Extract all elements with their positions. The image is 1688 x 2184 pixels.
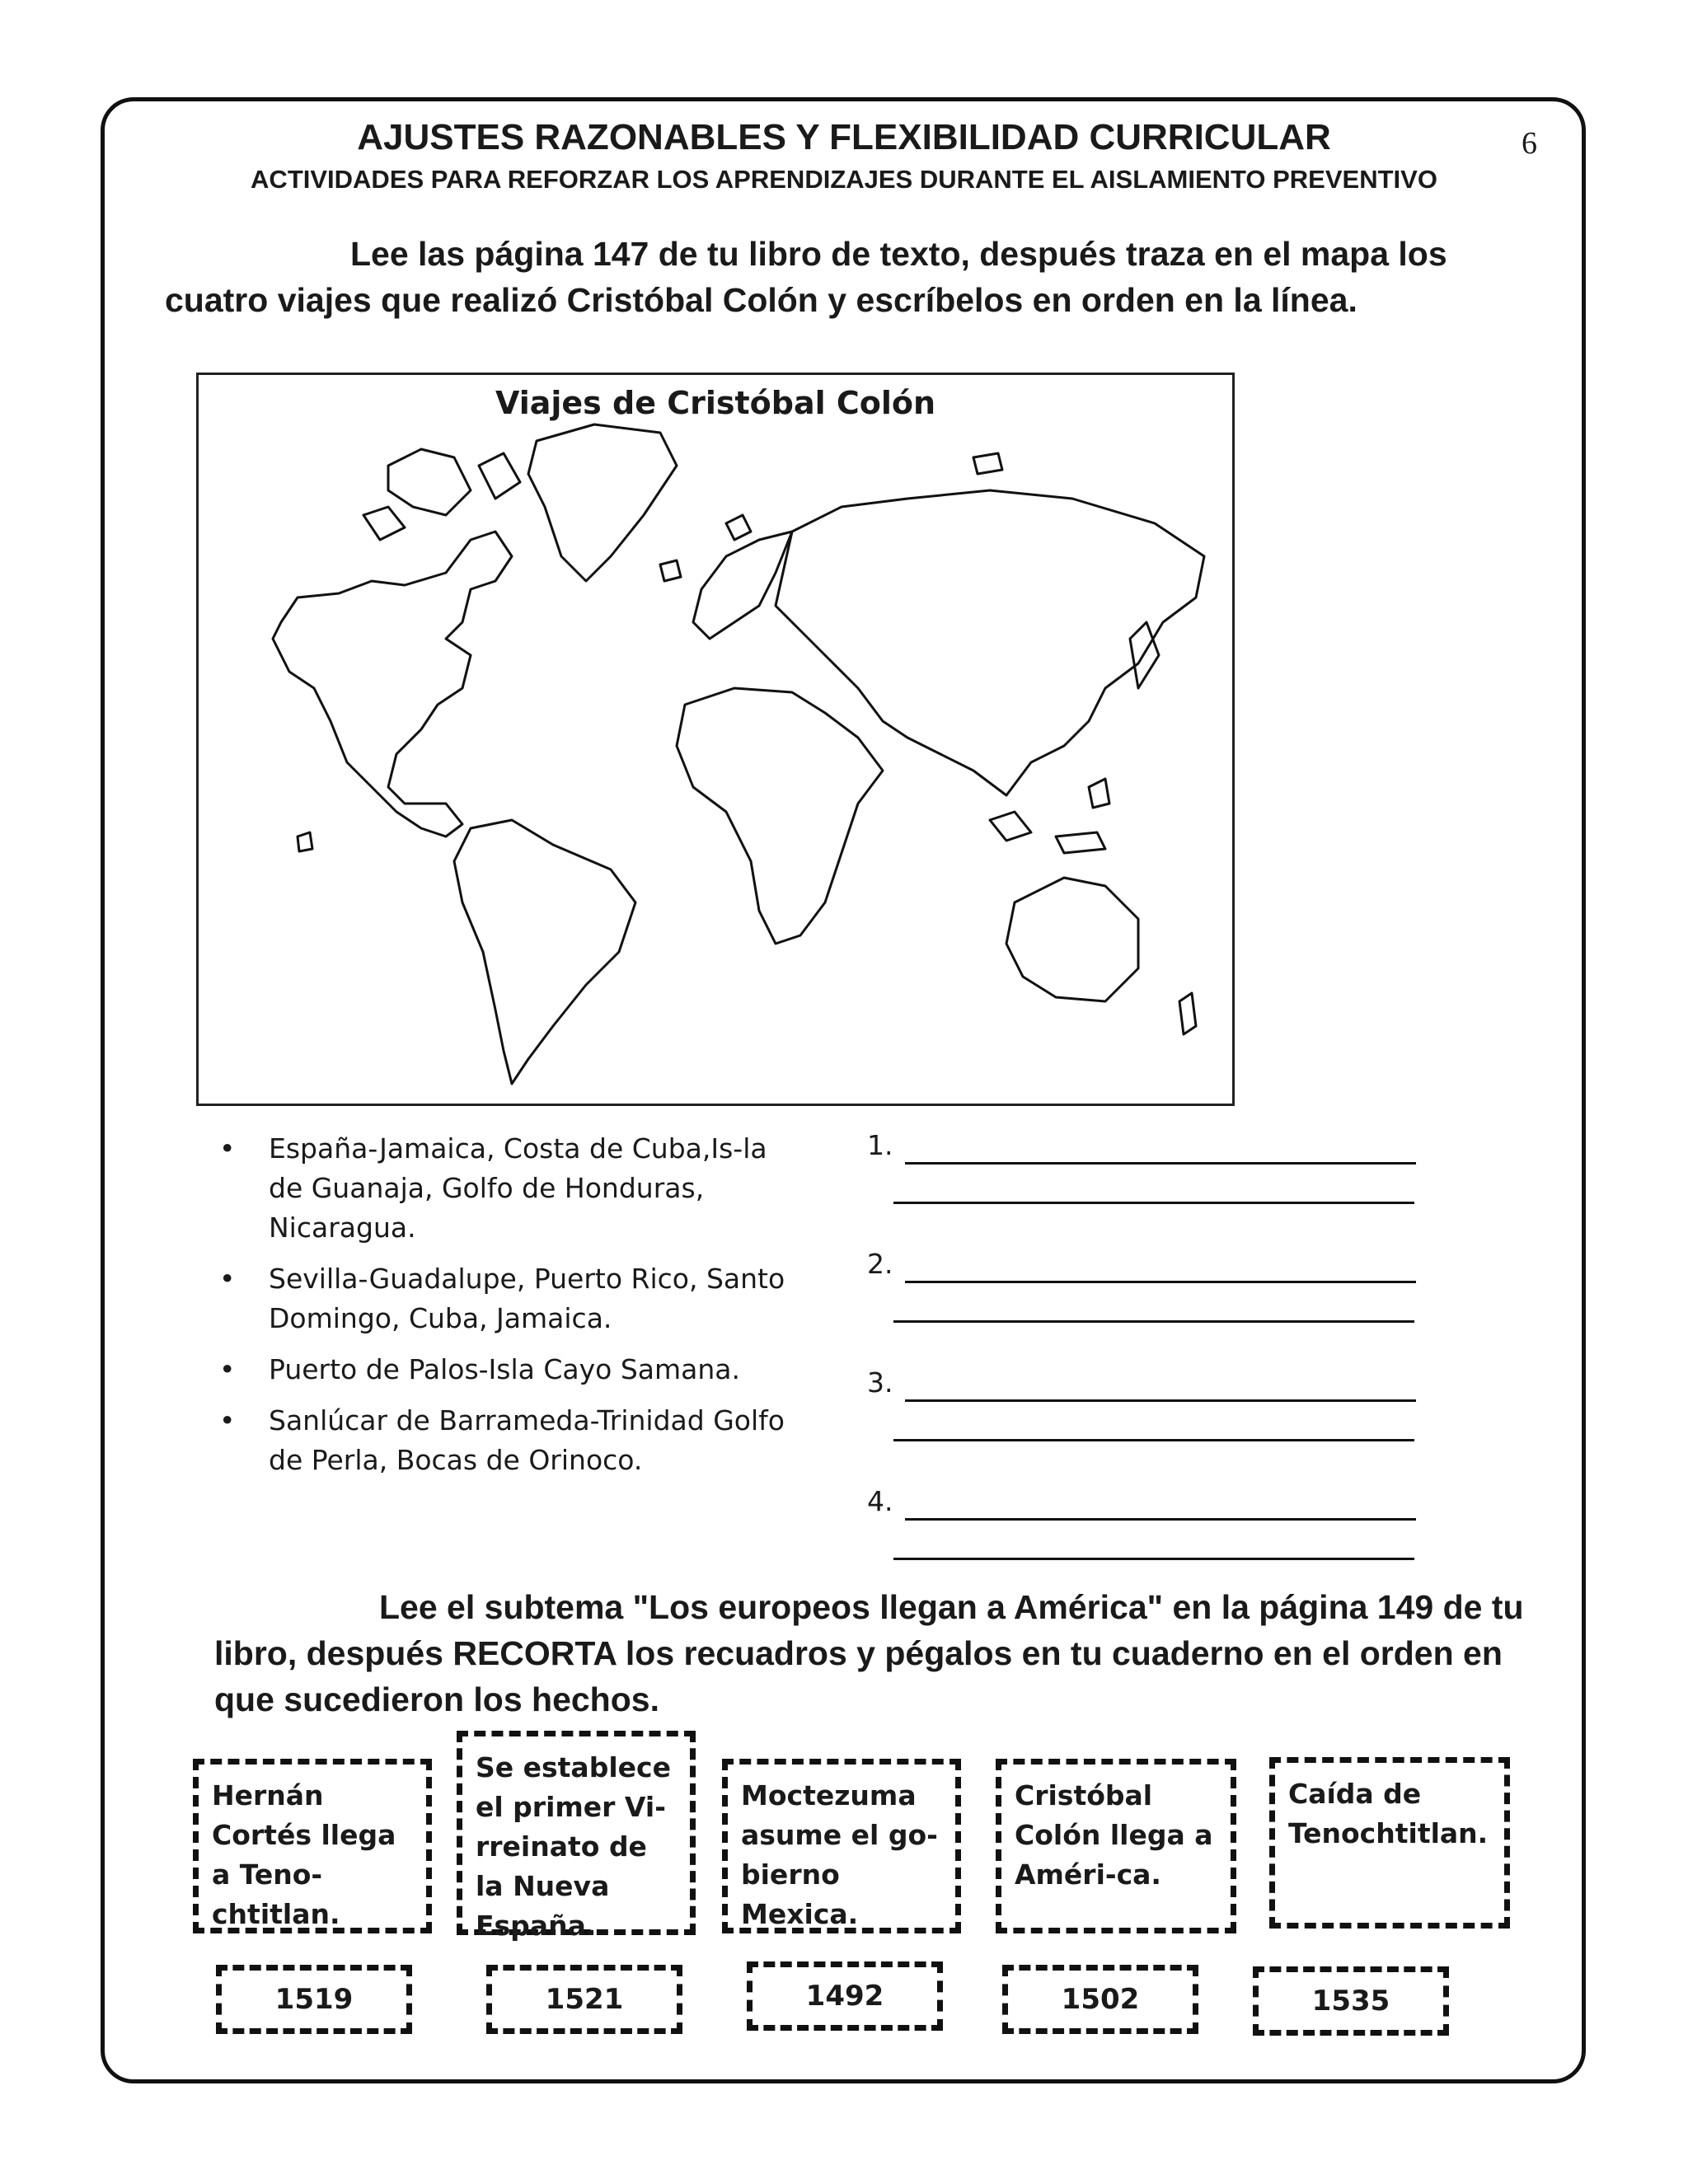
- atlantic-islands-outline: [298, 453, 1002, 851]
- answer-line[interactable]: [905, 1399, 1416, 1402]
- answer-number: 2.: [867, 1248, 893, 1280]
- greenland-outline: [528, 424, 677, 581]
- event-card[interactable]: Cristóbal Colón llega a Améri-ca.: [996, 1759, 1236, 1933]
- event-card[interactable]: Moctezuma asume el go-bierno Mexica.: [722, 1759, 961, 1933]
- trip-item: • Puerto de Palos-Isla Cayo Samana.: [214, 1350, 808, 1390]
- answer-number: 3.: [867, 1366, 893, 1399]
- south-america-outline: [454, 820, 635, 1084]
- world-map-outline: [199, 375, 1232, 1104]
- trip-item: • Sanlúcar de Barrameda-Trinidad Golfo de Perla, Bocas de Orinoco.: [214, 1401, 808, 1480]
- answer-line[interactable]: [893, 1202, 1414, 1204]
- answer-line[interactable]: [905, 1518, 1416, 1521]
- answer-line[interactable]: [893, 1558, 1414, 1560]
- map-title: Viajes de Cristóbal Colón: [495, 385, 936, 421]
- answer-item: [867, 1248, 1378, 1366]
- answer-line[interactable]: [905, 1281, 1416, 1283]
- year-card[interactable]: 1535: [1253, 1966, 1449, 2036]
- event-card[interactable]: Hernán Cortés llega a Teno-chtitlan.: [193, 1759, 432, 1933]
- page-subtitle: ACTIVIDADES PARA REFORZAR LOS APRENDIZAJES DURANTE EL AISLAMIENTO PREVENTIVO: [251, 165, 1437, 194]
- southeast-asia-islands-outline: [990, 779, 1109, 853]
- instruction-activity-2: Lee el subtema "Los europeos llegan a América" en la página 149 de tu libro, después RECORTA los recuadros y pégalos en tu cuaderno en el orden en que sucedieron los hechos.: [214, 1588, 1524, 1718]
- australia-outline: [1006, 878, 1138, 1001]
- bullet-icon: •: [219, 1263, 236, 1295]
- year-card[interactable]: 1519: [216, 1965, 412, 2034]
- page-title: AJUSTES RAZONABLES Y FLEXIBILIDAD CURRICULAR: [357, 117, 1331, 157]
- page-number: 6: [1522, 126, 1537, 161]
- answer-number: 4.: [867, 1485, 893, 1517]
- answer-line[interactable]: [893, 1320, 1414, 1323]
- trip-item: • Sevilla-Guadalupe, Puerto Rico, Santo Domingo, Cuba, Jamaica.: [214, 1259, 808, 1338]
- bullet-icon: •: [219, 1404, 236, 1436]
- trip-list: [214, 1129, 808, 1492]
- year-card[interactable]: 1521: [486, 1965, 682, 2034]
- north-america-outline: [273, 532, 512, 837]
- arctic-islands-outline: [363, 449, 520, 540]
- new-zealand-outline: [1179, 993, 1196, 1034]
- answer-number: 1.: [867, 1129, 893, 1161]
- asia-outline: [776, 490, 1204, 795]
- answer-line[interactable]: [905, 1162, 1416, 1165]
- trip-item: • España-Jamaica, Costa de Cuba,Is-la de Guanaja, Golfo de Honduras, Nicaragua.: [214, 1129, 808, 1248]
- year-card[interactable]: 1502: [1002, 1965, 1198, 2034]
- world-map: [196, 373, 1235, 1106]
- answer-item: [867, 1129, 1378, 1248]
- instruction-activity-1: Lee las página 147 de tu libro de texto, después traza en el mapa los cuatro viajes que realizó Cristóbal Colón y escríbelos en orden en la línea.: [165, 235, 1447, 319]
- europe-outline: [693, 515, 792, 639]
- year-card[interactable]: 1492: [747, 1961, 943, 2031]
- event-card[interactable]: Caída de Tenochtitlan.: [1269, 1757, 1510, 1929]
- bullet-icon: •: [219, 1353, 236, 1385]
- event-card[interactable]: Se establece el primer Vi-rreinato de la Nueva España.: [457, 1731, 696, 1935]
- answer-line[interactable]: [893, 1439, 1414, 1441]
- africa-outline: [677, 688, 883, 944]
- bullet-icon: •: [219, 1132, 236, 1165]
- answer-item: [867, 1366, 1378, 1485]
- answer-lines: [867, 1129, 1378, 1604]
